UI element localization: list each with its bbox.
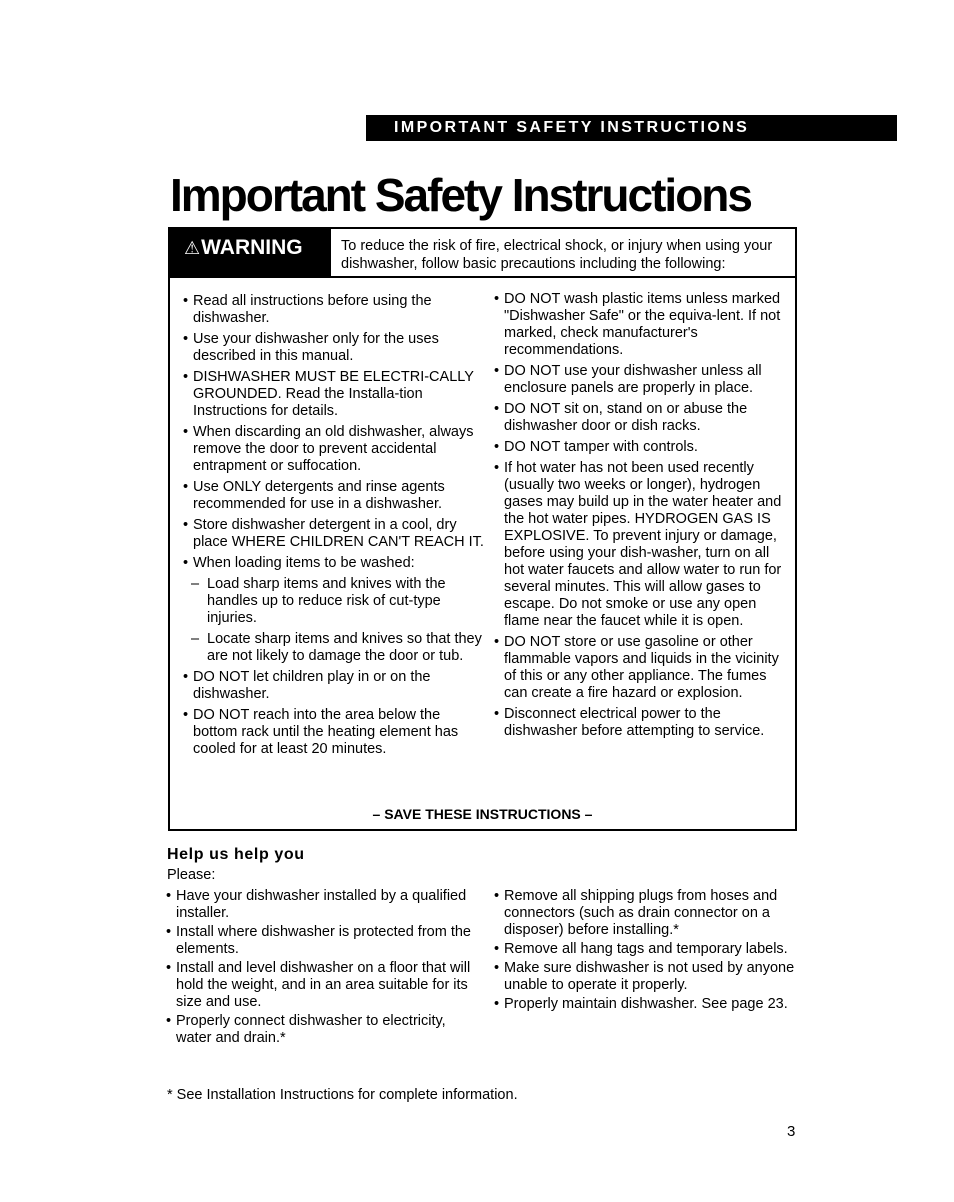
help-item: • Remove all shipping plugs from hoses and connectors (such as drain connector on a disposer) before installing.* xyxy=(494,888,778,938)
help-item: • Properly maintain dishwasher. See page 23. xyxy=(494,996,788,1012)
warning-divider xyxy=(331,276,795,278)
help-item: • Make sure dishwasher is not used by anyone unable to operate it properly. xyxy=(494,960,795,993)
bullet-icon: • xyxy=(166,924,172,940)
bullet-icon: • xyxy=(183,517,189,533)
bullet-icon: • xyxy=(494,996,500,1012)
bullet-icon: • xyxy=(494,439,500,455)
dash-icon: – xyxy=(191,576,200,592)
bullet-icon: • xyxy=(183,424,189,440)
section-header-bar xyxy=(366,115,897,141)
warning-label xyxy=(170,229,331,278)
warning-item: • Use ONLY detergents and rinse agents recommended for use in a dishwasher. xyxy=(183,479,445,512)
save-instructions-line: – SAVE THESE INSTRUCTIONS – xyxy=(372,806,593,822)
bullet-icon: • xyxy=(494,291,500,307)
warning-item: • DO NOT store or use gasoline or other flammable vapors and liquids in the vicinity of this or any other appliance. The fumes can create a fire hazard or explosion. xyxy=(494,634,779,701)
section-header-label: IMPORTANT SAFETY INSTRUCTIONS xyxy=(394,119,750,136)
bullet-icon: • xyxy=(166,960,172,976)
help-item: • Install and level dishwasher on a floor that will hold the weight, and in an area suitable for its size and use. xyxy=(166,960,471,1010)
bullet-icon: • xyxy=(183,293,189,309)
help-item: • Install where dishwasher is protected from the elements. xyxy=(166,924,471,957)
warning-intro: To reduce the risk of fire, electrical shock, or injury when using your dishwasher, follow basic precautions including the following: xyxy=(341,238,773,272)
bullet-icon: • xyxy=(183,479,189,495)
warning-item: • Store dishwasher detergent in a cool, dry place WHERE CHILDREN CAN'T REACH IT. xyxy=(183,517,484,550)
warning-item: • DO NOT let children play in or on the dishwasher. xyxy=(183,669,431,702)
warning-item: • DO NOT use your dishwasher unless all enclosure panels are properly in place. xyxy=(494,363,762,396)
bullet-icon: • xyxy=(183,669,189,685)
bullet-icon: • xyxy=(494,941,500,957)
warning-item: • Read all instructions before using the dishwasher. xyxy=(183,293,432,326)
bullet-icon: • xyxy=(494,960,500,976)
dash-icon: – xyxy=(191,631,200,647)
bullet-icon: • xyxy=(494,460,500,476)
bullet-icon: • xyxy=(183,331,189,347)
warning-subitem: – Load sharp items and knives with the handles up to reduce risk of cut-type injuries. xyxy=(191,576,446,626)
warning-item: • Disconnect electrical power to the dishwasher before attempting to service. xyxy=(494,706,765,739)
warning-item: • DO NOT wash plastic items unless marked "Dishwasher Safe" or the equiva-lent. If not marked, check manufacturer's recommendations. xyxy=(494,291,781,358)
warning-item: • If hot water has not been used recently (usually two weeks or longer), hydrogen gases may build up in the water heater and the hot water pipes. HYDROGEN GAS IS EXPLOSIVE. To prevent injury or damage, before using your dish-washer, turn on all hot water faucets and allow water to run for several minutes. This will allow gases to escape. Do not smoke or use any open flame near the faucet while it is open. xyxy=(494,460,782,629)
warning-item: • Use your dishwasher only for the uses described in this manual. xyxy=(183,331,439,364)
bullet-icon: • xyxy=(494,363,500,379)
page-title: Important Safety Instructions xyxy=(170,169,751,221)
bullet-icon: • xyxy=(183,707,189,723)
warning-label-text: WARNING xyxy=(201,236,303,259)
warning-item: • When loading items to be washed: xyxy=(183,555,415,571)
warning-item: • DO NOT sit on, stand on or abuse the dishwasher door or dish racks. xyxy=(494,401,748,434)
bullet-icon: • xyxy=(494,706,500,722)
bullet-icon: • xyxy=(494,401,500,417)
warning-item: • DO NOT reach into the area below the bottom rack until the heating element has cooled for at least 20 minutes. xyxy=(183,707,459,757)
warning-item: • When discarding an old dishwasher, always remove the door to prevent accidental entrapment or suffocation. xyxy=(183,424,474,474)
help-item: • Remove all hang tags and temporary labels. xyxy=(494,941,788,957)
bullet-icon: • xyxy=(494,634,500,650)
help-please: Please: xyxy=(167,867,216,883)
bullet-icon: • xyxy=(183,369,189,385)
help-heading: Help us help you xyxy=(167,846,305,863)
footnote: * See Installation Instructions for complete information. xyxy=(167,1087,518,1103)
help-left-column xyxy=(166,888,478,1049)
warning-item: • DO NOT tamper with controls. xyxy=(494,439,698,455)
bullet-icon: • xyxy=(494,888,500,904)
warning-subitem: – Locate sharp items and knives so that they are not likely to damage the door or tub. xyxy=(191,631,482,664)
warning-box xyxy=(168,227,797,831)
help-item: • Have your dishwasher installed by a qualified installer. xyxy=(166,888,467,921)
help-right-column xyxy=(494,888,814,1015)
bullet-icon: • xyxy=(166,1013,172,1029)
help-item: • Properly connect dishwasher to electricity, water and drain.* xyxy=(166,1013,446,1046)
warning-left-column xyxy=(183,293,488,762)
warning-right-column xyxy=(494,291,789,744)
page-number: 3 xyxy=(787,1123,796,1140)
warning-item: • DISHWASHER MUST BE ELECTRI-CALLY GROUNDED. Read the Installa-tion Instructions for details. xyxy=(183,369,474,419)
bullet-icon: • xyxy=(183,555,189,571)
bullet-icon: • xyxy=(166,888,172,904)
warning-triangle-icon: ⚠ xyxy=(184,238,201,258)
